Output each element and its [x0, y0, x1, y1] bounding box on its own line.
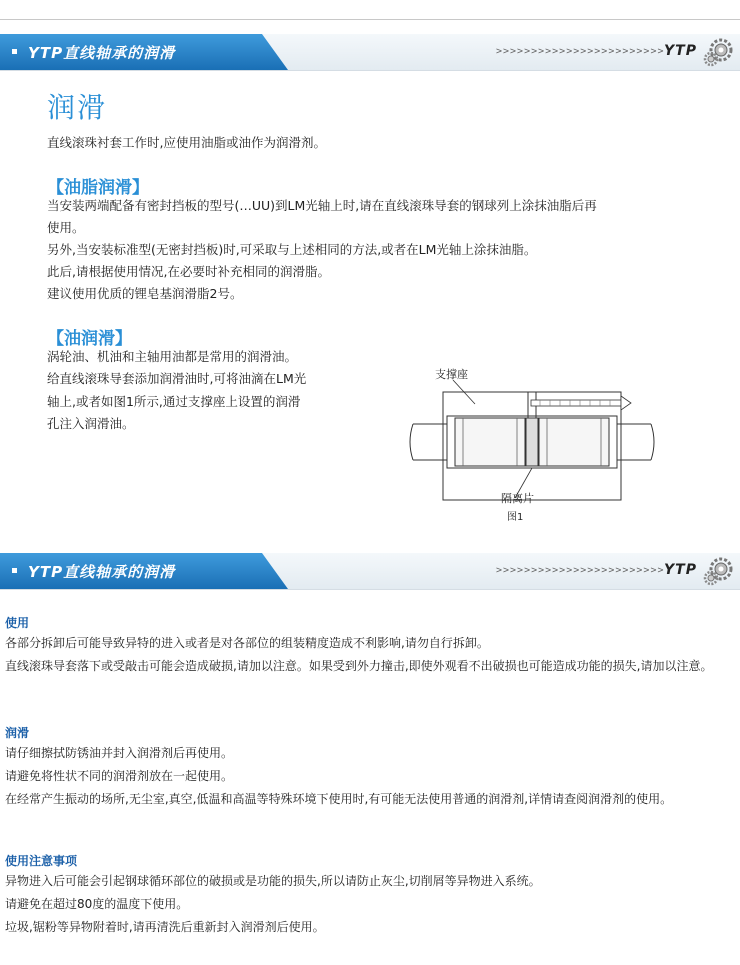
- figure-caption: 图1: [507, 512, 524, 523]
- section-banner-1: [0, 34, 740, 70]
- caution-line-1: 异物进入后可能会引起钢球循环部位的破损或是功能的损失,所以请防止灰尘,切削屑等异物进入系统。: [5, 874, 541, 888]
- usage-line-1: 各部分拆卸后可能导致异特的进入或者是对各部位的组装精度造成不利影响,请勿自行拆卸。: [5, 636, 489, 650]
- intro-text: 直线滚珠衬套工作时,应使用油脂或油作为润滑剂。: [47, 135, 326, 150]
- brand-logo: YTP: [664, 43, 697, 59]
- grease-line-4: 此后,请根据使用情况,在必要时补充相同的润滑脂。: [47, 264, 330, 279]
- caution-heading: 使用注意事项: [5, 854, 78, 868]
- gear-icon: [703, 556, 735, 586]
- grease-line-1: 当安装两端配备有密封挡板的型号(…UU)到LM光轴上时,请在直线滚珠导套的钢球列上涂抹油脂后再: [47, 198, 597, 213]
- banner-bullet-icon: [12, 568, 17, 573]
- banner-bullet-icon: [12, 49, 17, 54]
- gear-icon: [703, 37, 735, 67]
- banner-title: YTP直线轴承的润滑: [28, 44, 176, 62]
- banner-arrows: >>>>>>>>>>>>>>>>>>>>>>>>: [496, 565, 665, 576]
- lube-line-2: 请避免将性状不同的润滑剂放在一起使用。: [5, 769, 234, 783]
- section-banner-2: [0, 553, 740, 589]
- brand-logo: YTP: [664, 562, 697, 578]
- oil-heading: 【油润滑】: [47, 329, 132, 349]
- usage-heading: 使用: [5, 616, 30, 630]
- label-housing: 支撑座: [435, 368, 468, 381]
- page-title: 润滑: [47, 91, 108, 124]
- oil-line-4: 孔注入润滑油。: [47, 416, 135, 431]
- label-spacer: 隔离片: [501, 492, 534, 505]
- figure-bearing-diagram: [405, 360, 660, 530]
- banner-title: YTP直线轴承的润滑: [28, 563, 176, 581]
- grease-line-3: 另外,当安装标准型(无密封挡板)时,可采取与上述相同的方法,或者在LM光轴上涂抹油脂。: [47, 242, 537, 257]
- caution-line-2: 请避免在超过80度的温度下使用。: [5, 897, 189, 911]
- banner-arrows: >>>>>>>>>>>>>>>>>>>>>>>>: [496, 46, 665, 57]
- lube-heading: 润滑: [5, 726, 30, 740]
- oil-line-1: 涡轮油、机油和主轴用油都是常用的润滑油。: [47, 349, 298, 364]
- lube-line-1: 请仔细擦拭防锈油并封入润滑剂后再使用。: [5, 746, 234, 760]
- grease-heading: 【油脂润滑】: [47, 178, 149, 198]
- caution-line-3: 垃圾,锯粉等异物附着时,请再清洗后重新封入润滑剂后使用。: [5, 920, 325, 934]
- oil-line-2: 给直线滚珠导套添加润滑油时,可将油滴在LM光: [47, 371, 307, 386]
- lube-line-3: 在经常产生振动的场所,无尘室,真空,低温和高温等特殊环境下使用时,有可能无法使用普通的润滑剂,详情请查阅润滑剂的使用。: [5, 792, 673, 806]
- oil-line-3: 轴上,或者如图1所示,通过支撑座上设置的润滑: [47, 394, 301, 409]
- usage-line-2: 直线滚珠导套落下或受敲击可能会造成破损,请加以注意。如果受到外力撞击,即使外观看不出破损也可能造成功能的损失,请加以注意。: [5, 659, 713, 673]
- grease-line-5: 建议使用优质的锂皂基润滑脂2号。: [47, 286, 243, 301]
- top-divider: [0, 19, 740, 20]
- grease-line-2: 使用。: [47, 220, 85, 235]
